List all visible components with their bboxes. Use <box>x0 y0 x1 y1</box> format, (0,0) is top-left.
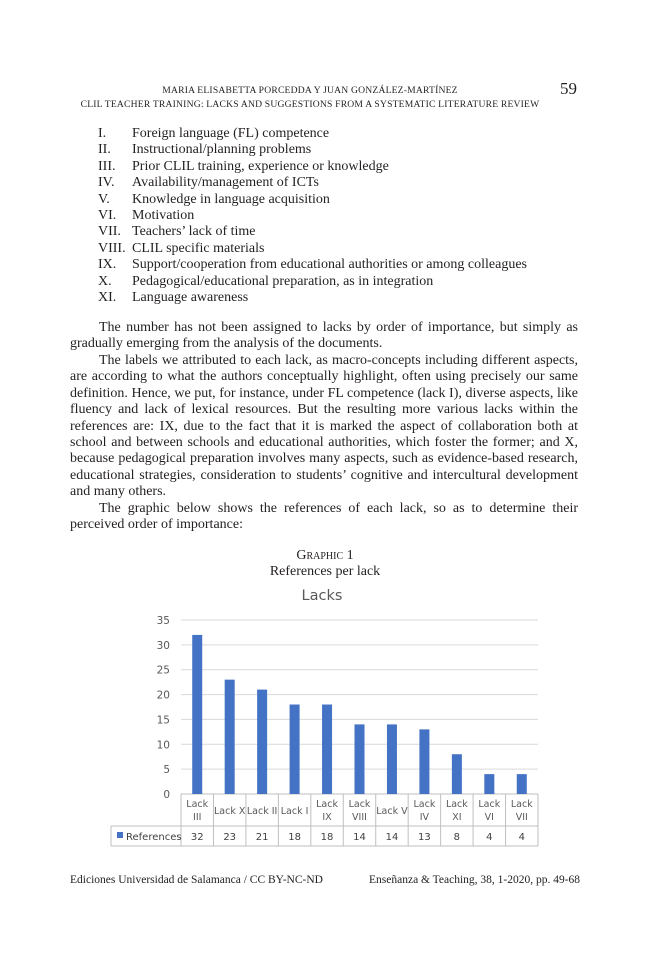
list-item <box>98 159 527 175</box>
list-item-number: III. <box>98 158 116 174</box>
figure-title: References per lack <box>269 564 381 580</box>
data-label: 4 <box>486 832 493 843</box>
lacks-bar-chart <box>0 580 650 870</box>
list-item-text: Language awareness <box>132 290 249 306</box>
footer-publisher: Ediciones Universidad de Salamanca / CC BY-NC-ND <box>70 874 323 886</box>
data-label: 13 <box>418 832 431 843</box>
list-item <box>98 175 527 191</box>
list-item <box>98 241 527 257</box>
data-label: 21 <box>255 832 269 843</box>
x-category-label: Lack III <box>186 799 209 823</box>
lacks-list <box>98 126 527 306</box>
y-tick-label: 5 <box>163 764 170 777</box>
list-item-number: VII. <box>98 224 121 240</box>
body-text <box>70 320 578 353</box>
data-label: 4 <box>518 832 525 843</box>
x-category-label: Lack IV <box>413 799 436 823</box>
list-item-number: IX. <box>98 257 117 273</box>
list-item-number: VI. <box>98 208 117 224</box>
page-number: 59 <box>560 79 577 98</box>
paragraph: The labels we attributed to each lack, as macro-concepts including different aspects, are according to what the authors conceptually highlight, often using precisely our same definition. Hence, we put, for instance, under FL competence (lack I), diverse aspects, like fluency and lack of lexical resources. But the resulting more various lacks within the references are: IX, due to the fact that it is marked the aspect of collaboration both at school and between schools and educational authorities, which foster the former; and X, because pedagogical preparation involves many aspects, such as evidence-based research, educational strategies, consideration to students’ cognitive and intercultural development and many others. <box>70 353 578 500</box>
list-item-number: I. <box>98 126 107 141</box>
bar <box>290 705 300 794</box>
list-item-text: Teachers’ lack of time <box>132 224 256 240</box>
y-tick-label: 15 <box>156 714 170 727</box>
list-item-number: VIII. <box>98 240 126 256</box>
y-tick-label: 10 <box>156 739 170 752</box>
bar <box>322 705 332 794</box>
chart-title: Lacks <box>301 588 343 604</box>
list-item-text: Knowledge in language acquisition <box>132 191 330 207</box>
list-item-text: Instructional/planning problems <box>132 142 312 158</box>
list-item-text: Availability/management of ICTs <box>132 175 319 191</box>
list-item-text: Prior CLIL training, experience or knowledge <box>132 158 389 174</box>
paragraph: The number has not been assigned to lacks by order of importance, but simply as gradually emerging from the analysis of the documents. <box>70 320 578 352</box>
x-category-label: Lack VI <box>478 799 501 823</box>
list-item-number: X. <box>98 273 112 289</box>
list-item <box>98 208 527 224</box>
bar <box>257 690 267 794</box>
bar <box>225 680 235 794</box>
data-label: 8 <box>453 832 461 843</box>
y-tick-label: 0 <box>163 789 170 801</box>
header-article-title: CLIL TEACHER TRAINING: LACKS AND SUGGESTIONS FROM A SYSTEMATIC LITERATURE REVIEW <box>80 99 540 110</box>
bar <box>452 754 462 794</box>
figure-label: Graphic 1 <box>296 548 354 563</box>
y-tick-label: 20 <box>156 689 170 702</box>
list-item-text: Motivation <box>132 208 195 224</box>
list-item-text: Foreign language (FL) competence <box>132 126 330 141</box>
list-item-text: Pedagogical/educational preparation, as in integration <box>132 273 434 289</box>
paragraph: The graphic below shows the references of each lack, so as to determine their perceived order of importance: <box>70 501 578 533</box>
list-item <box>98 142 527 158</box>
x-category-label: Lack V <box>376 806 408 817</box>
y-tick-label: 35 <box>156 615 170 627</box>
legend-swatch <box>117 832 123 838</box>
x-category-label: Lack II <box>246 806 278 817</box>
bar <box>355 724 365 794</box>
body-text <box>70 353 578 501</box>
bar <box>192 635 202 794</box>
list-item-number: II. <box>98 142 111 158</box>
bar <box>387 724 397 794</box>
bar <box>419 729 429 794</box>
figure-caption <box>0 548 650 581</box>
x-category-label: Lack VII <box>510 799 533 823</box>
legend-label: References <box>126 832 182 843</box>
footer-journal: Enseñanza & Teaching, 38, 1-2020, pp. 49-68 <box>369 874 581 886</box>
list-item <box>98 126 527 142</box>
y-tick-label: 25 <box>156 664 170 677</box>
list-item-text: CLIL specific materials <box>132 240 265 256</box>
list-item <box>98 290 527 306</box>
list-item-number: V. <box>98 191 110 207</box>
data-label: 32 <box>190 832 204 843</box>
data-label: 18 <box>288 832 301 843</box>
list-item-number: XI. <box>98 290 117 306</box>
list-item <box>98 192 527 208</box>
x-category-label: Lack X <box>213 806 246 817</box>
x-category-label: Lack VIII <box>348 799 371 823</box>
data-label: 14 <box>353 832 366 843</box>
list-item <box>98 257 527 273</box>
list-item-number: IV. <box>98 175 115 191</box>
header-authors: MARIA ELISABETTA PORCEDDA Y JUAN GONZÁLEZ-MARTÍNEZ <box>162 85 458 96</box>
data-label: 14 <box>385 832 399 843</box>
bar <box>517 774 527 794</box>
running-header <box>70 84 550 112</box>
bar <box>484 774 494 794</box>
list-item-text: Support/cooperation from educational authorities or among colleagues <box>132 257 527 273</box>
data-label: 23 <box>223 832 237 843</box>
x-category-label: Lack I <box>280 806 309 817</box>
y-tick-label: 30 <box>156 639 170 652</box>
data-label: 18 <box>320 832 334 843</box>
list-item <box>98 224 527 240</box>
x-category-label: Lack IX <box>316 799 338 823</box>
list-item <box>98 274 527 290</box>
body-text <box>70 501 578 534</box>
x-category-label: Lack XI <box>445 799 468 823</box>
